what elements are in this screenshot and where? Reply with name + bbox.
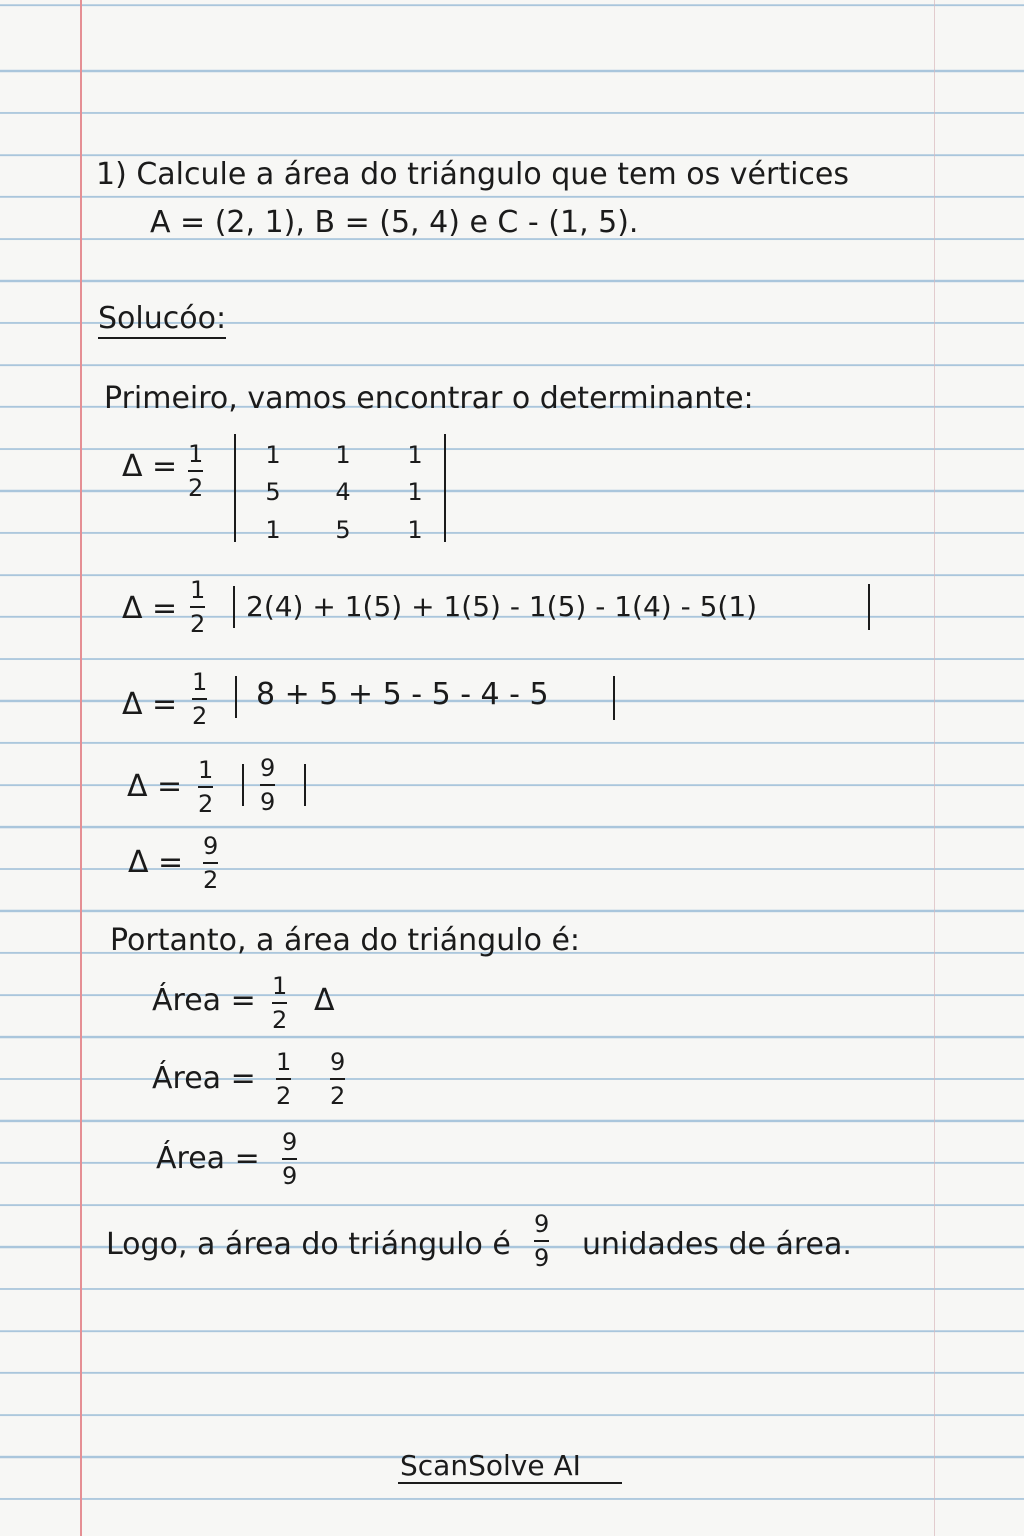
denominator: 9 [282,1162,298,1190]
matrix-cell: 4 [335,478,351,506]
nine-over-nine-fraction [282,1130,297,1188]
abs-left-bar [233,586,235,628]
denominator: 2 [203,866,219,894]
fraction-bar [190,606,205,608]
nine-over-two-fraction [330,1050,345,1108]
delta-symbol: Δ = [122,449,178,484]
conclusion-end: unidades de área. [582,1227,852,1262]
nine-over-nine-fraction [534,1212,549,1270]
abs-right-bar [304,764,306,806]
matrix-cell: 5 [265,478,281,506]
half-fraction [272,974,287,1032]
brand-underline [398,1482,622,1484]
step-3-expression: 8 + 5 + 5 - 5 - 4 - 5 [256,677,549,712]
problem-line-2: A = (2, 1), B = (5, 4) e C - (1, 5). [150,205,639,240]
fraction-bar [282,1158,297,1160]
numerator: 9 [534,1210,550,1238]
fraction-bar [534,1240,549,1242]
therefore-text: Portanto, a área do triángulo é: [110,923,581,958]
numerator: 9 [260,754,276,782]
denominator: 9 [534,1244,550,1272]
half-fraction [198,758,213,816]
conclusion-start: Logo, a área do triángulo é [106,1227,511,1262]
numerator: 1 [276,1048,292,1076]
matrix-cell: 1 [407,478,423,506]
abs-right-bar [868,584,870,630]
numerator: 1 [188,440,204,468]
matrix-cell: 1 [265,441,281,469]
fraction-bar [272,1002,287,1004]
delta-symbol: Δ = [122,687,178,722]
solution-title-underline [98,337,226,339]
numerator: 9 [330,1048,346,1076]
matrix-left-bar [234,434,236,542]
fraction-bar [276,1078,291,1080]
numerator: 1 [192,668,208,696]
half-fraction [276,1050,291,1108]
matrix-cell: 1 [407,516,423,544]
red-margin-line [80,0,82,1536]
denominator: 2 [188,474,204,502]
abs-left-bar [235,676,237,718]
half-fraction [190,578,205,636]
denominator: 2 [198,790,214,818]
delta-symbol: Δ = [122,591,178,626]
denominator: 9 [260,788,276,816]
fraction-bar [188,470,203,472]
nine-over-nine-fraction [260,756,275,814]
problem-line-1: 1) Calcule a área do triángulo que tem os vértices [96,157,850,192]
fraction-bar [198,786,213,788]
numerator: 1 [272,972,288,1000]
nine-over-two-fraction [203,834,218,892]
matrix-cell: 1 [265,516,281,544]
denominator: 2 [276,1082,292,1110]
fraction-bar [203,862,218,864]
numerator: 9 [282,1128,298,1156]
denominator: 2 [330,1082,346,1110]
area-label: Área = [156,1141,260,1176]
matrix-cell: 5 [335,516,351,544]
fraction-bar [260,784,275,786]
denominator: 2 [190,610,206,638]
matrix-right-bar [444,434,446,542]
delta-glyph: Δ [314,983,335,1018]
numerator: 1 [190,576,206,604]
area-label: Área = [152,1061,256,1096]
delta-symbol: Δ = [128,845,184,880]
denominator: 2 [272,1006,288,1034]
fraction-bar [192,698,207,700]
intro-text: Primeiro, vamos encontrar o determinante: [104,381,754,416]
matrix-cell: 1 [407,441,423,469]
brand-signature: ScanSolve AI [400,1449,581,1482]
solution-title: Solucóo: [98,301,227,336]
numerator: 1 [198,756,214,784]
area-label: Área = [152,983,256,1018]
step-2-expression: 2(4) + 1(5) + 1(5) - 1(5) - 1(4) - 5(1) [246,590,758,623]
half-fraction [188,442,203,500]
fraction-bar [330,1078,345,1080]
numerator: 9 [203,832,219,860]
right-margin-line [934,0,935,1536]
denominator: 2 [192,702,208,730]
matrix-cell: 1 [335,441,351,469]
half-fraction [192,670,207,728]
abs-right-bar [613,676,615,720]
delta-symbol: Δ = [127,769,183,804]
abs-left-bar [242,764,244,806]
